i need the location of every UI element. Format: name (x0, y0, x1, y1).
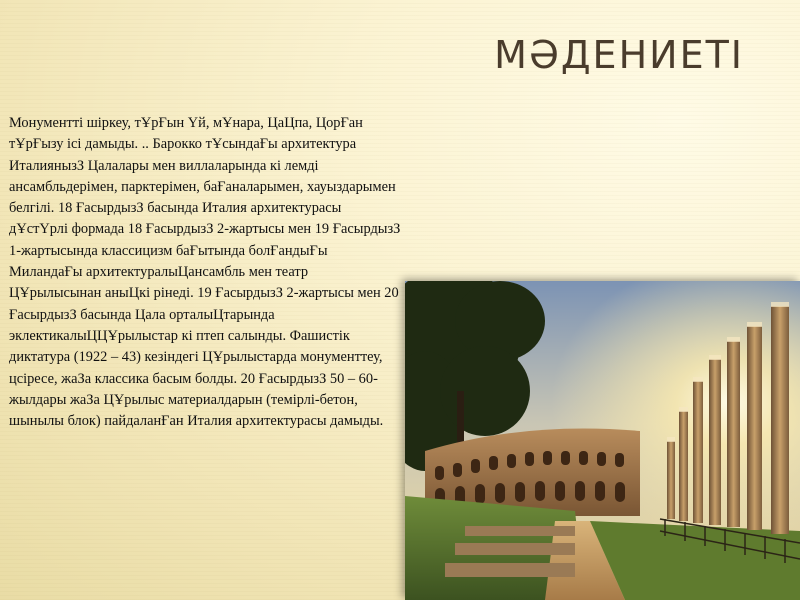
slide-body-text: Монументті шіркеу, тҰрҒын Үй, мҰнара, ЦаЦпа, ЦорҒан тҰрҒызу ісі дамыды. .. Барокко тҰсындаҒы архитектура ИталиянызЗ Цалалары мен виллаларында кі лемді ансамбльдерімен, парктерімен, баҒаналарымен, хауыздарымен белгілі. 18 ҒасырдызЗ басында Италия архитектурасы дҰстҮрлі формада 18 ҒасырдызЗ 2-жартысы мен 19 ҒасырдызЗ 1-жартысында классицизм баҒытында болҒандыҒы МиландаҒы архитектуралыЦансамбль мен театр ЦҰрылысынан аныЦкі рінеді. 19 ҒасырдызЗ 2-жартысы мен 20 ҒасырдызЗ басында Цала орталыЦтарында эклектикалыЦЦҰрылыстар кі птеп салынды. Фашистік диктатура (1922 – 43) кезіндегі ЦҰрылыстарда монументтеу, цсіресе, жаЗа классика басым болды. 20 ҒасырдызЗ 50 – 60-жылдары жаЗа ЦҰрылыс материалдарын (темірлі-бетон, шынылы блок) пайдаланҒан Италия архитектурасы дамыды. (9, 115, 401, 430)
slide-title: МӘДЕНИЕТІ (494, 33, 744, 77)
colosseum-photo (405, 281, 800, 600)
